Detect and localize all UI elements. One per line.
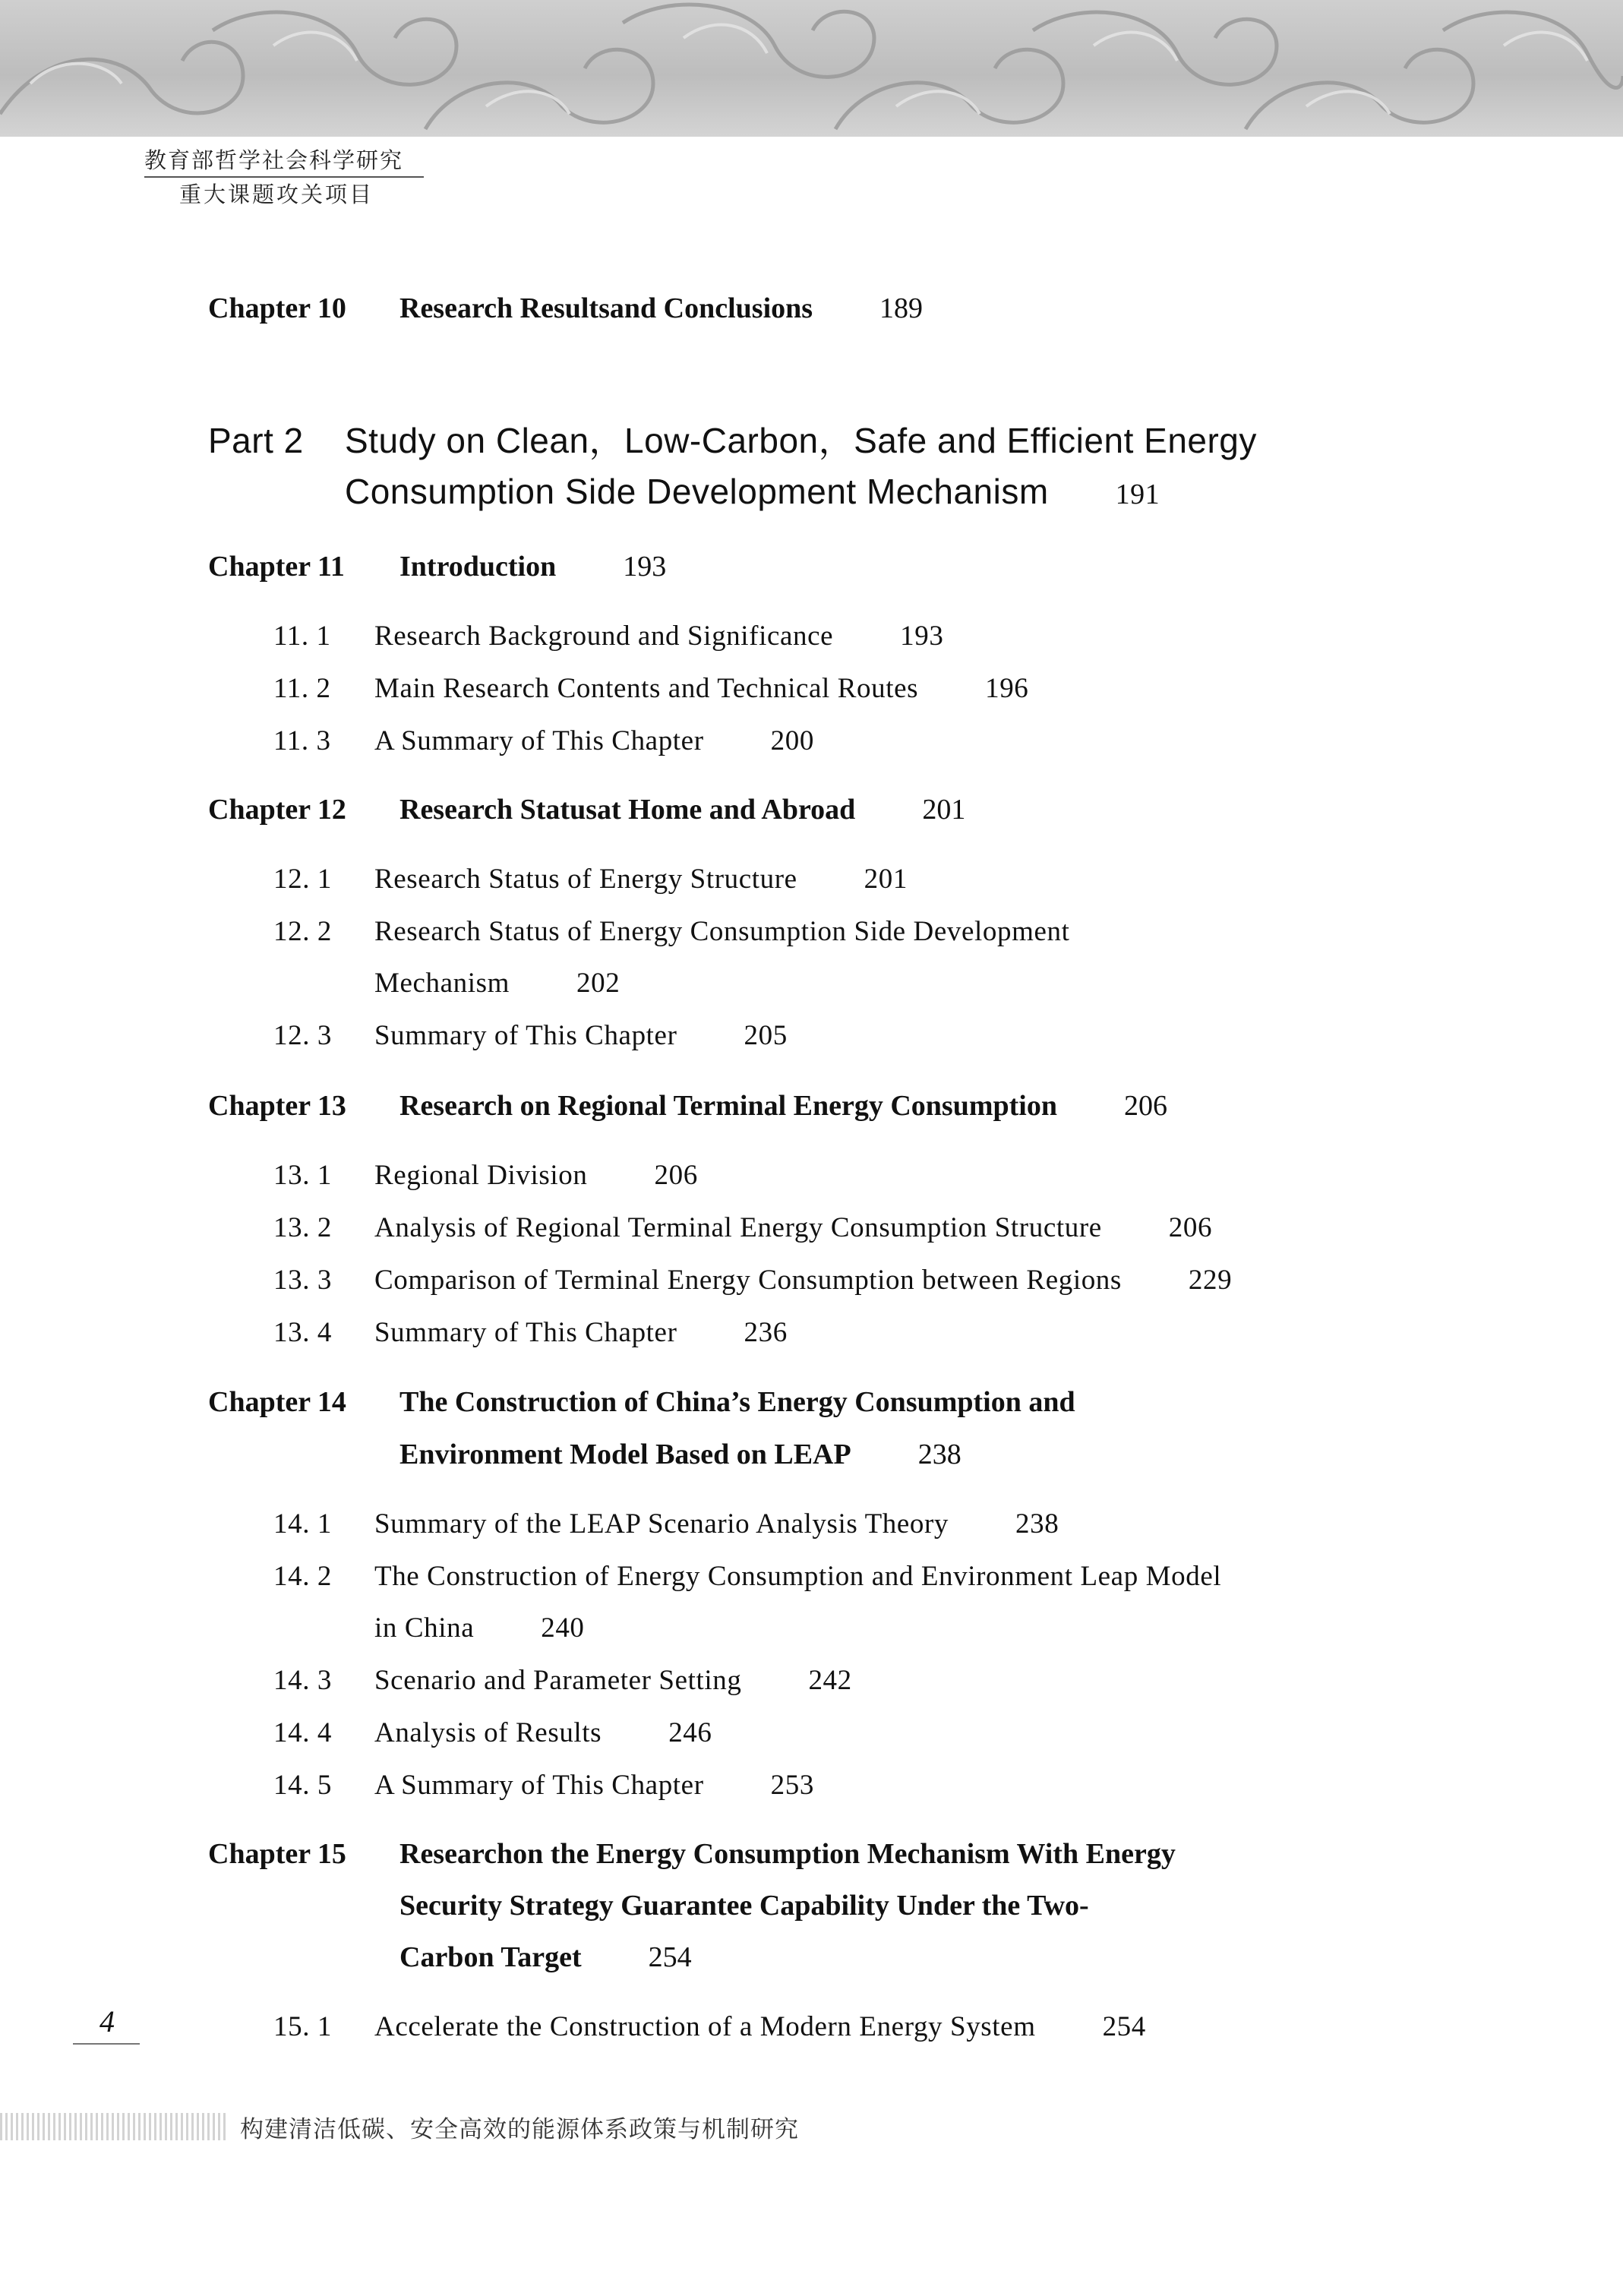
chapter-title-line-1: Researchon the Energy Consumption Mechanism With Energy bbox=[399, 1838, 1176, 1870]
toc-section[interactable] bbox=[273, 1508, 1059, 1540]
toc-chapter-14[interactable] bbox=[208, 1385, 1075, 1419]
section-number: 11. 1 bbox=[273, 621, 331, 652]
toc-section[interactable] bbox=[273, 1159, 698, 1192]
section-page: 205 bbox=[744, 1020, 788, 1051]
toc-section[interactable] bbox=[273, 2010, 1146, 2043]
toc-chapter-15-cont[interactable] bbox=[399, 1941, 692, 1974]
section-title-cont: in China bbox=[374, 1612, 475, 1644]
part-title-line-1: Study on Clean，Low-Carbon，Safe and Efficient Energy bbox=[345, 421, 1257, 460]
chapter-label: Chapter 12 bbox=[208, 794, 346, 826]
section-number: 12. 3 bbox=[273, 1020, 332, 1051]
toc-section[interactable] bbox=[273, 1264, 1232, 1296]
section-page: 240 bbox=[541, 1612, 585, 1644]
page-number-rule bbox=[73, 2043, 140, 2045]
section-page: 196 bbox=[985, 673, 1029, 704]
section-number: 11. 2 bbox=[273, 673, 331, 704]
toc-section[interactable] bbox=[273, 620, 943, 652]
section-number: 12. 2 bbox=[273, 916, 332, 947]
section-title: Main Research Contents and Technical Routes bbox=[374, 673, 919, 704]
chapter-title-line-2: Security Strategy Guarantee Capability Under the Two- bbox=[399, 1890, 1089, 1922]
section-page: 206 bbox=[654, 1160, 698, 1191]
section-page: 206 bbox=[1168, 1212, 1213, 1243]
toc-section-cont[interactable] bbox=[374, 967, 620, 1000]
section-page: 254 bbox=[1102, 2011, 1146, 2042]
chapter-label: Chapter 13 bbox=[208, 1090, 346, 1122]
section-page: 193 bbox=[900, 621, 944, 652]
footer-book-title: 构建清洁低碳、安全高效的能源体系政策与机制研究 bbox=[240, 2116, 799, 2143]
section-title: The Construction of Energy Consumption and Environment Leap Model bbox=[374, 1561, 1222, 1592]
toc-chapter-14-cont[interactable] bbox=[399, 1438, 961, 1471]
toc-section[interactable] bbox=[273, 1664, 852, 1697]
toc-section[interactable] bbox=[273, 725, 814, 757]
chapter-title-line-1: The Construction of China’s Energy Consumption and bbox=[399, 1386, 1075, 1418]
section-page: 242 bbox=[808, 1665, 852, 1696]
series-header bbox=[144, 146, 425, 208]
chapter-label: Chapter 11 bbox=[208, 551, 345, 583]
toc-section[interactable] bbox=[273, 672, 1028, 705]
section-number: 11. 3 bbox=[273, 725, 331, 756]
chapter-label: Chapter 14 bbox=[208, 1386, 346, 1418]
section-page: 253 bbox=[770, 1770, 814, 1801]
section-title: Research Status of Energy Consumption Side Development bbox=[374, 916, 1070, 947]
chapter-title-line-2: Environment Model Based on LEAP bbox=[399, 1439, 851, 1470]
section-number: 15. 1 bbox=[273, 2011, 332, 2042]
chapter-title: Research Statusat Home and Abroad bbox=[399, 794, 856, 826]
toc-section[interactable] bbox=[273, 1716, 712, 1749]
section-title: Research Status of Energy Structure bbox=[374, 864, 797, 895]
toc-chapter-12[interactable] bbox=[208, 793, 965, 826]
toc-section[interactable] bbox=[273, 1769, 814, 1802]
section-number: 14. 2 bbox=[273, 1561, 332, 1592]
section-number: 14. 3 bbox=[273, 1665, 332, 1696]
toc-chapter-15-cont[interactable] bbox=[399, 1889, 1089, 1922]
section-title: Research Background and Significance bbox=[374, 621, 834, 652]
toc-section[interactable] bbox=[273, 1316, 788, 1349]
toc-section[interactable] bbox=[273, 1019, 788, 1052]
chapter-title: Research on Regional Terminal Energy Consumption bbox=[399, 1090, 1057, 1122]
part-title-line-2: Consumption Side Development Mechanism bbox=[345, 472, 1049, 511]
cloud-pattern-icon bbox=[0, 0, 1623, 137]
section-number: 13. 4 bbox=[273, 1317, 332, 1348]
footer-dot-pattern bbox=[0, 2113, 228, 2140]
chapter-page: 189 bbox=[879, 292, 924, 324]
section-title: Accelerate the Construction of a Modern Energy System bbox=[374, 2011, 1036, 2042]
toc-section[interactable] bbox=[273, 1211, 1212, 1244]
toc-section[interactable] bbox=[273, 1560, 1221, 1593]
section-title: Summary of This Chapter bbox=[374, 1317, 677, 1348]
section-page: 200 bbox=[770, 725, 814, 756]
part-label: Part 2 bbox=[208, 421, 304, 460]
chapter-title: Research Resultsand Conclusions bbox=[399, 292, 813, 324]
section-title: Regional Division bbox=[374, 1160, 588, 1191]
section-number: 14. 4 bbox=[273, 1717, 332, 1748]
toc-section-cont[interactable] bbox=[374, 1612, 585, 1644]
section-title: Analysis of Results bbox=[374, 1717, 602, 1748]
chapter-page: 193 bbox=[623, 551, 667, 583]
toc-chapter-15[interactable] bbox=[208, 1837, 1176, 1871]
section-page: 236 bbox=[744, 1317, 788, 1348]
chapter-title-line-3: Carbon Target bbox=[399, 1941, 582, 1973]
section-number: 13. 3 bbox=[273, 1265, 332, 1296]
toc-section[interactable] bbox=[273, 915, 1069, 948]
section-number: 13. 1 bbox=[273, 1160, 332, 1191]
section-number: 13. 2 bbox=[273, 1212, 332, 1243]
chapter-label: Chapter 15 bbox=[208, 1838, 346, 1870]
toc-chapter-13[interactable] bbox=[208, 1089, 1167, 1123]
section-page: 238 bbox=[1015, 1508, 1059, 1540]
section-title: Summary of the LEAP Scenario Analysis Theory bbox=[374, 1508, 949, 1540]
series-line-2: 重大课题攻关项目 bbox=[179, 182, 374, 207]
section-page: 201 bbox=[864, 864, 908, 895]
chapter-title: Introduction bbox=[399, 551, 557, 583]
section-title: Summary of This Chapter bbox=[374, 1020, 677, 1051]
series-line-1: 教育部哲学社会科学研究 bbox=[144, 147, 404, 173]
section-number: 14. 5 bbox=[273, 1770, 332, 1801]
chapter-page: 201 bbox=[922, 794, 966, 826]
chapter-page: 206 bbox=[1123, 1090, 1167, 1122]
part-page: 191 bbox=[1115, 478, 1160, 510]
chapter-page: 254 bbox=[648, 1941, 692, 1973]
section-title: A Summary of This Chapter bbox=[374, 725, 704, 756]
toc-part-2[interactable] bbox=[208, 413, 1257, 463]
chapter-page: 238 bbox=[917, 1439, 961, 1470]
toc-section[interactable] bbox=[273, 863, 908, 895]
chapter-label: Chapter 10 bbox=[208, 292, 346, 324]
section-title: Analysis of Regional Terminal Energy Consumption Structure bbox=[374, 1212, 1102, 1243]
section-page: 246 bbox=[668, 1717, 712, 1748]
section-page: 229 bbox=[1188, 1265, 1233, 1296]
section-title-cont: Mechanism bbox=[374, 968, 510, 999]
section-page: 202 bbox=[576, 968, 620, 999]
section-title: A Summary of This Chapter bbox=[374, 1770, 704, 1801]
section-title: Comparison of Terminal Energy Consumption between Regions bbox=[374, 1265, 1122, 1296]
section-number: 14. 1 bbox=[273, 1508, 332, 1540]
decorative-cloud-banner bbox=[0, 0, 1623, 137]
toc-part-2-cont[interactable] bbox=[345, 471, 1160, 512]
toc-chapter-10[interactable] bbox=[208, 292, 923, 325]
section-number: 12. 1 bbox=[273, 864, 332, 895]
series-divider bbox=[144, 176, 424, 178]
toc-chapter-11[interactable] bbox=[208, 550, 666, 583]
section-title: Scenario and Parameter Setting bbox=[374, 1665, 742, 1696]
page-number: 4 bbox=[99, 2004, 115, 2039]
